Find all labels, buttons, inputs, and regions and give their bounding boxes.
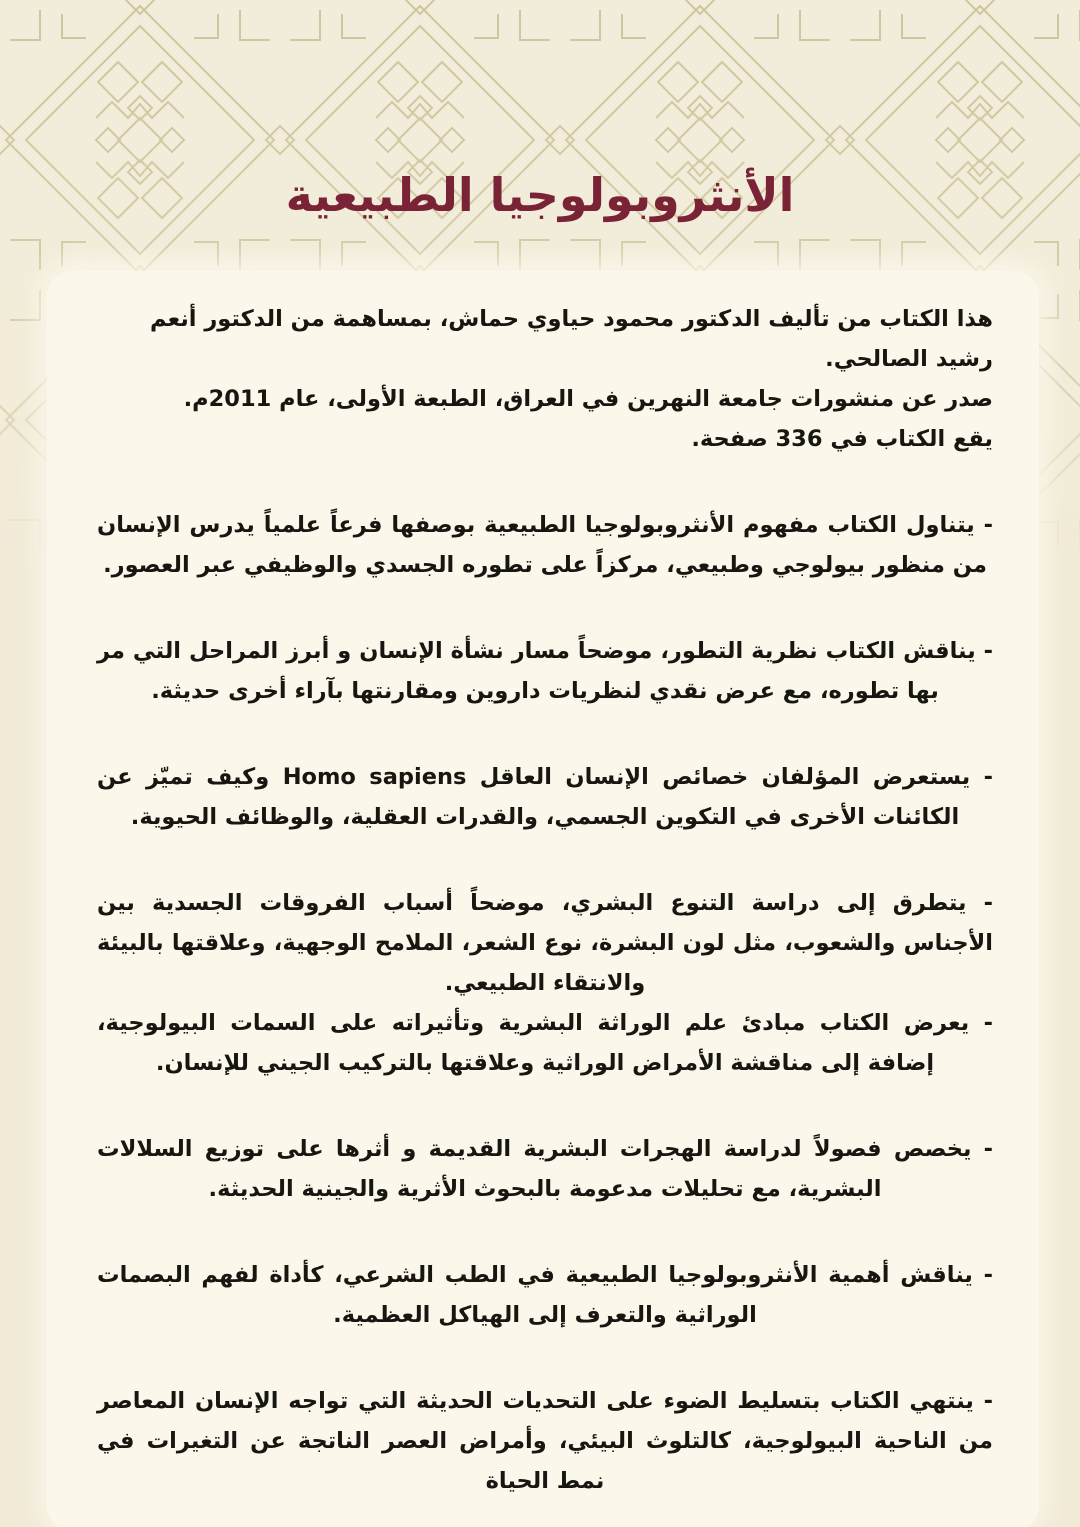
bullet-paragraph: - يتناول الكتاب مفهوم الأنثروبولوجيا الطبيعية بوصفها فرعاً علمياً يدرس الإنسان من منظور بيولوجي وطبيعي، مركزاً على تطوره الجسدي والوظيفي عبر العصور. (97, 512, 993, 578)
bullet-paragraph: - يتطرق إلى دراسة التنوع البشري، موضحاً أسباب الفروقات الجسدية بين الأجناس والشعوب، مثل لون البشرة، نوع الشعر، الملامح الوجهية، وعلاقتها بالبيئة والانتقاء الطبيعي. (97, 890, 993, 996)
bullet-list (97, 505, 993, 1501)
bullet-paragraph: - يخصص فصولاً لدراسة الهجرات البشرية القديمة و أثرها على توزيع السلالات البشرية، مع تحليلات مدعومة بالبحوث الأثرية والجينية الحديثة. (97, 1136, 993, 1202)
intro-line: صدر عن منشورات جامعة النهرين في العراق، الطبعة الأولى، عام 2011م. (183, 386, 993, 412)
page-title: الأنثروبولوجيا الطبيعية (285, 168, 795, 222)
content-card (47, 271, 1039, 1527)
intro-line: هذا الكتاب من تأليف الدكتور محمود حياوي حماش، بمساهمة من الدكتور أنعم رشيد الصالحي. (149, 306, 993, 372)
intro-paragraph (97, 299, 993, 459)
bullet-paragraph: - ينتهي الكتاب بتسليط الضوء على التحديات الحديثة التي تواجه الإنسان المعاصر من الناحية البيولوجية، كالتلوث البيئي، وأمراض العصر الناتجة عن التغيرات في نمط الحياة (97, 1388, 993, 1494)
bullet-paragraph: - يناقش أهمية الأنثروبولوجيا الطبيعية في الطب الشرعي، كأداة لفهم البصمات الوراثية والتعرف إلى الهياكل العظمية. (97, 1262, 993, 1328)
bullet-paragraph: - يعرض الكتاب مبادئ علم الوراثة البشرية وتأثيراته على السمات البيولوجية، إضافة إلى مناقشة الأمراض الوراثية وعلاقتها بالتركيب الجيني للإنسان. (97, 1010, 993, 1076)
bullet-paragraph: - يستعرض المؤلفان خصائص الإنسان العاقل Homo sapiens وكيف تميّز عن الكائنات الأخرى في التكوين الجسمي، والقدرات العقلية، والوظائف الحيوية. (97, 764, 994, 830)
intro-line: يقع الكتاب في 336 صفحة. (691, 426, 993, 452)
bullet-paragraph: - يناقش الكتاب نظرية التطور، موضحاً مسار نشأة الإنسان و أبرز المراحل التي مر بها تطوره، مع عرض نقدي لنظريات داروين ومقارنتها بآراء أخرى حديثة. (97, 638, 993, 704)
